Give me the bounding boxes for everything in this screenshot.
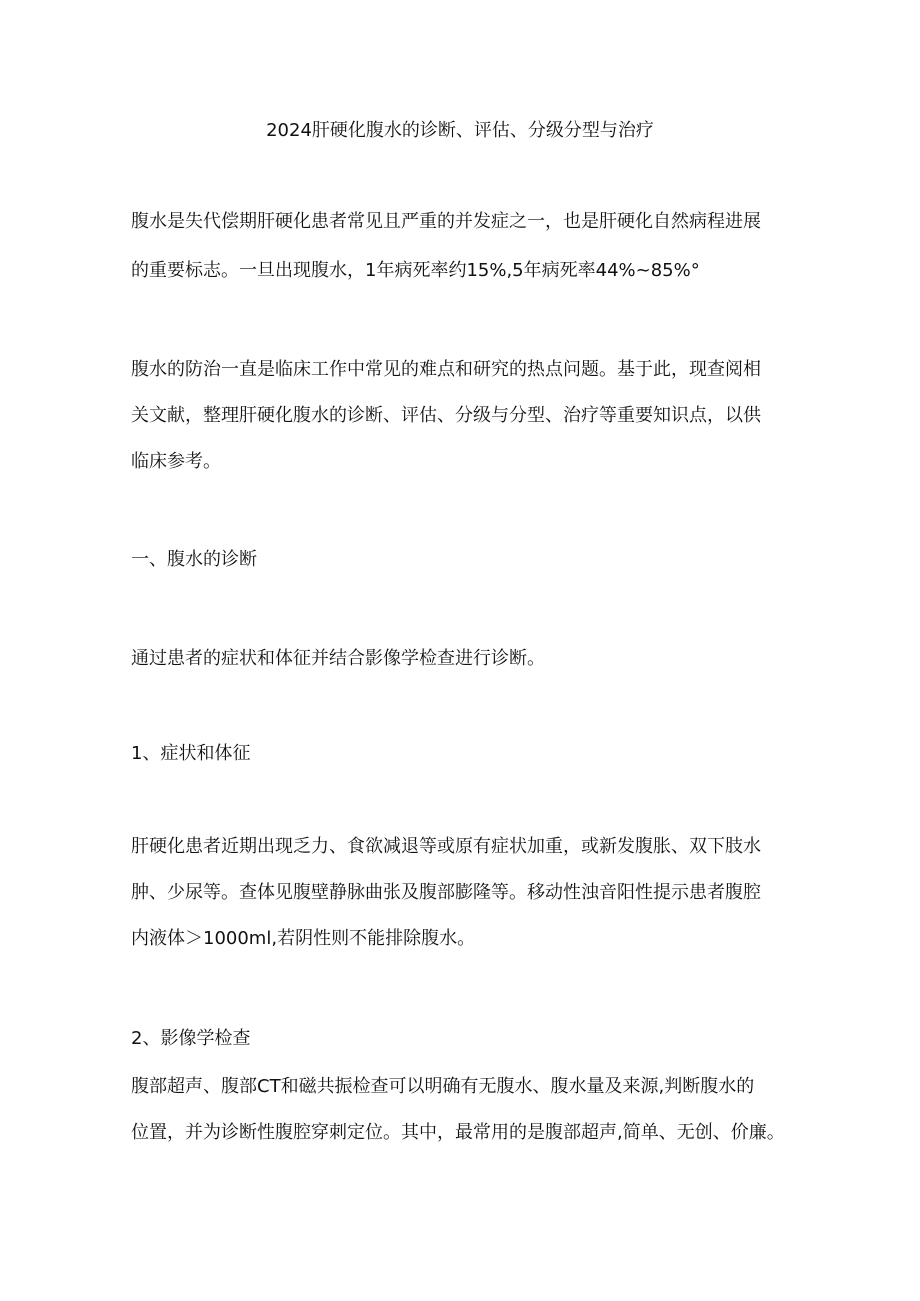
intro-line: 腹水是失代偿期肝硬化患者常见且严重的并发症之一，也是肝硬化自然病程进展 [131, 211, 761, 232]
diagnosis-line: 通过患者的症状和体征并结合影像学检查进行诊断。 [131, 648, 545, 669]
purpose-line: 临床参考。 [131, 451, 221, 472]
imaging-line: 位置，并为诊断性腹腔穿刺定位。其中，最常用的是腹部超声,简单、无创、价廉。 [131, 1122, 785, 1143]
symptoms-paragraph [131, 832, 795, 954]
purpose-line: 关文献，整理肝硬化腹水的诊断、评估、分级与分型、治疗等重要知识点，以供 [131, 405, 761, 426]
imaging-paragraph [131, 1072, 795, 1148]
imaging-line: 腹部超声、腹部CT和磁共振检查可以明确有无腹水、腹水量及来源,判断腹水的 [131, 1076, 755, 1097]
subsection-heading-text: 2、影像学检查 [131, 1028, 251, 1049]
document-title: 2024肝硬化腹水的诊断、评估、分级分型与治疗 [266, 120, 654, 141]
subsection-heading-symptoms [131, 739, 795, 769]
subsection-heading-imaging [131, 1024, 795, 1054]
symptoms-line: 肝硬化患者近期出现乏力、食欲减退等或原有症状加重，或新发腹胀、双下肢水 [131, 836, 761, 857]
subsection-heading-text: 1、症状和体征 [131, 743, 251, 764]
intro-line: 的重要标志。一旦出现腹水，1年病死率约15%,5年病死率44%~85%° [131, 260, 700, 281]
diagnosis-paragraph [131, 644, 795, 674]
section-heading-diagnosis [131, 545, 795, 575]
symptoms-line: 内液体＞1000ml,若阴性则不能排除腹水。 [131, 928, 476, 949]
intro-paragraph [131, 207, 795, 286]
purpose-line: 腹水的防治一直是临床工作中常见的难点和研究的热点问题。基于此，现查阅相 [131, 359, 761, 380]
purpose-paragraph [131, 355, 795, 477]
symptoms-line: 肿、少尿等。查体见腹壁静脉曲张及腹部膨隆等。移动性浊音阳性提示患者腹腔 [131, 882, 761, 903]
section-heading-text: 一、腹水的诊断 [131, 549, 257, 570]
